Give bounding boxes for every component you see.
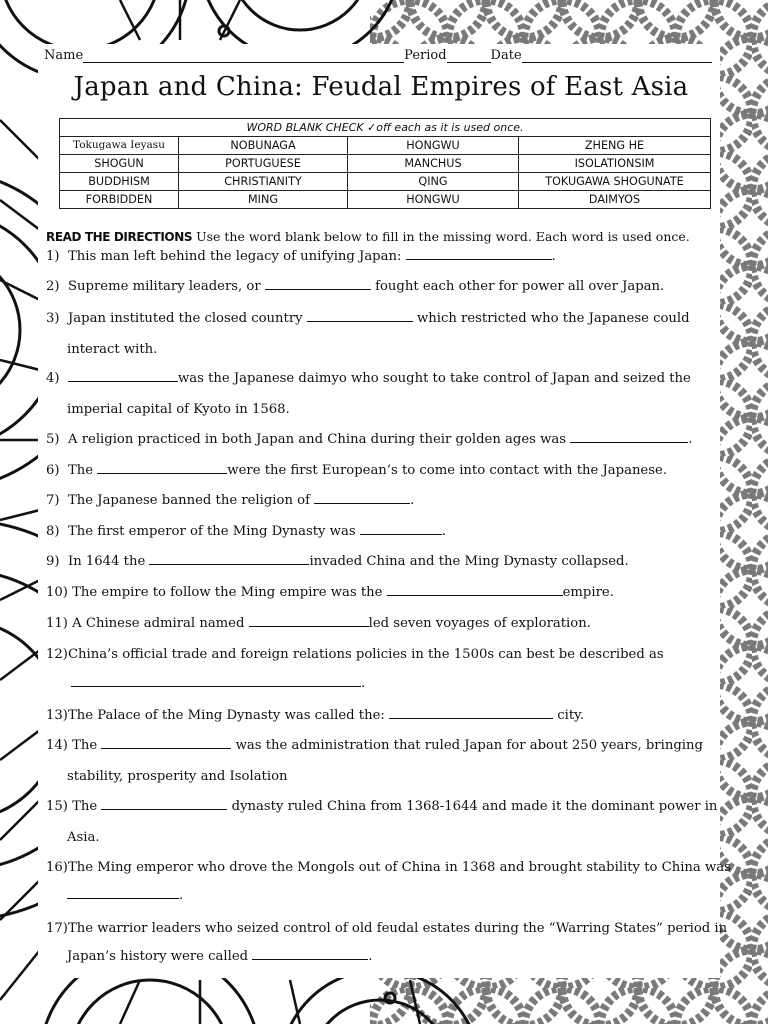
- answer-blank[interactable]: [570, 428, 688, 443]
- period-field[interactable]: [447, 50, 491, 63]
- page-title: Japan and China: Feudal Empires of East Asia: [73, 72, 689, 102]
- answer-blank[interactable]: [97, 459, 227, 474]
- answer-blank[interactable]: [265, 275, 371, 290]
- word-bank-cell: MANCHUS: [348, 155, 519, 173]
- question-text: The: [72, 799, 98, 814]
- word-bank-cell: ISOLATIONSIM: [519, 155, 711, 173]
- period-label: Period: [404, 48, 447, 63]
- answer-blank[interactable]: [68, 367, 178, 382]
- question-number: 11): [46, 616, 68, 631]
- word-bank-cell: DAIMYOS: [519, 191, 711, 209]
- question-text: interact with.: [67, 342, 158, 357]
- answer-blank[interactable]: [387, 581, 563, 596]
- question-text: .: [361, 676, 366, 691]
- word-bank-cell: PORTUGUESE: [179, 155, 348, 173]
- question-4: [46, 364, 691, 394]
- answer-blank[interactable]: [249, 612, 369, 627]
- answer-blank[interactable]: [307, 307, 413, 322]
- answer-blank[interactable]: [71, 672, 361, 687]
- question-number: 14): [46, 738, 68, 753]
- word-bank-cell: SHOGUN: [60, 155, 179, 173]
- question-number: 4): [46, 371, 60, 386]
- question-text: .: [368, 949, 373, 964]
- question-15: [46, 792, 717, 822]
- question-2: [46, 272, 664, 302]
- question-text: The: [72, 738, 98, 753]
- question-text: were the first European’s to come into contact with the Japanese.: [227, 463, 668, 478]
- question-text: imperial capital of Kyoto in 1568.: [67, 402, 290, 417]
- student-info-line: [44, 48, 724, 63]
- question-number: 10): [46, 585, 68, 600]
- question-5: [46, 425, 692, 455]
- question-9: [46, 547, 629, 577]
- word-bank-row: [60, 137, 711, 155]
- question-number: 7): [46, 493, 60, 508]
- question-text: The: [68, 463, 94, 478]
- question-text: .: [688, 432, 693, 447]
- question-text: A Chinese admiral named: [72, 616, 245, 631]
- question-number: 1): [46, 249, 60, 264]
- question-3: [46, 304, 690, 334]
- word-bank-heading: WORD BLANK CHECK ✓off each as it is used once.: [60, 119, 711, 137]
- word-bank-cell: BUDDHISM: [60, 173, 179, 191]
- question-text: was the Japanese daimyo who sought to take control of Japan and seized the: [178, 371, 691, 386]
- question-16: [46, 853, 731, 883]
- question-text: dynasty ruled China from 1368-1644 and made it the dominant power in: [231, 799, 718, 814]
- question-number: 13): [46, 708, 68, 723]
- question-17: [46, 914, 727, 944]
- question-14: [46, 731, 703, 761]
- question-text: The first emperor of the Ming Dynasty was: [68, 524, 356, 539]
- question-number: 5): [46, 432, 60, 447]
- word-bank-cell: TOKUGAWA SHOGUNATE: [519, 173, 711, 191]
- name-label: Name: [44, 48, 84, 63]
- question-text: invaded China and the Ming Dynasty collapsed.: [309, 554, 629, 569]
- word-bank-cell: FORBIDDEN: [60, 191, 179, 209]
- date-field[interactable]: [522, 50, 712, 63]
- question-text: The Ming emperor who drove the Mongols out of China in 1368 and brought stability to China was: [67, 860, 731, 875]
- date-label: Date: [490, 48, 522, 63]
- word-bank-cell: ZHENG HE: [519, 137, 711, 155]
- question-12: [46, 640, 664, 670]
- question-text: .: [441, 524, 447, 539]
- question-text: This man left behind the legacy of unifying Japan:: [68, 249, 402, 264]
- question-text: .: [179, 888, 184, 903]
- question-text: led seven voyages of exploration.: [368, 616, 591, 631]
- question-number: 8): [46, 524, 60, 539]
- question-text: .: [410, 493, 415, 508]
- word-bank-cell: NOBUNAGA: [179, 137, 348, 155]
- word-bank-cell: QING: [348, 173, 519, 191]
- question-11: [46, 609, 591, 639]
- word-bank-cell: HONGWU: [348, 137, 519, 155]
- answer-blank[interactable]: [252, 945, 368, 960]
- question-12-answer-line: [71, 672, 365, 691]
- question-16-answer-line: [67, 884, 183, 903]
- question-text: The empire to follow the Ming empire was the: [72, 585, 383, 600]
- name-field[interactable]: [83, 50, 404, 63]
- answer-blank[interactable]: [406, 245, 552, 260]
- question-number: 15): [46, 799, 68, 814]
- answer-blank[interactable]: [67, 884, 179, 899]
- question-text: A religion practiced in both Japan and China during their golden ages was: [68, 432, 567, 447]
- question-text: Asia.: [67, 830, 100, 845]
- question-text: China’s official trade and foreign relations policies in the 1500s can best be described as: [67, 647, 664, 662]
- word-bank-row: [60, 191, 711, 209]
- word-bank-row: [60, 155, 711, 173]
- word-bank-row: [60, 173, 711, 191]
- word-bank-cell: HONGWU: [348, 191, 519, 209]
- answer-blank[interactable]: [149, 550, 309, 565]
- question-6: [46, 456, 667, 486]
- question-13: [46, 701, 584, 731]
- word-bank-cell: CHRISTIANITY: [179, 173, 348, 191]
- question-text: The Japanese banned the religion of: [68, 493, 310, 508]
- question-text: The Palace of the Ming Dynasty was called the:: [67, 708, 385, 723]
- question-text: In 1644 the: [68, 554, 146, 569]
- directions-label: READ THE DIRECTIONS: [46, 230, 193, 244]
- question-text: .: [551, 249, 556, 264]
- answer-blank[interactable]: [360, 520, 442, 535]
- question-text: stability, prosperity and Isolation: [67, 769, 288, 784]
- question-text: The warrior leaders who seized control of old feudal estates during the “Warring States” period in: [67, 921, 728, 936]
- answer-blank[interactable]: [314, 489, 410, 504]
- question-1: [46, 242, 556, 272]
- answer-blank[interactable]: [389, 704, 553, 719]
- question-text: was the administration that ruled Japan for about 250 years, bringing: [235, 738, 703, 753]
- question-text: fought each other for power all over Japan.: [375, 279, 665, 294]
- question-number: 9): [46, 554, 60, 569]
- answer-blank[interactable]: [101, 734, 231, 749]
- question-number: 2): [46, 279, 60, 294]
- question-text: Japan’s history were called: [67, 949, 249, 964]
- question-number: 3): [46, 311, 60, 326]
- question-text: Supreme military leaders, or: [68, 279, 261, 294]
- word-bank-cell: MING: [179, 191, 348, 209]
- question-number: 6): [46, 463, 60, 478]
- answer-blank[interactable]: [101, 795, 227, 810]
- word-bank-cell: Tokugawa Ieyasu: [60, 137, 179, 155]
- question-10: [46, 578, 614, 608]
- directions-text: Use the word blank below to fill in the missing word. Each word is used once.: [196, 229, 690, 244]
- question-text: empire.: [562, 585, 614, 600]
- question-17-answer-line: [67, 945, 373, 964]
- question-number: 16): [46, 860, 68, 875]
- question-text: city.: [557, 708, 585, 723]
- question-text: Japan instituted the closed country: [68, 311, 303, 326]
- question-7: [46, 486, 414, 516]
- question-number: 17): [46, 921, 68, 936]
- question-number: 12): [46, 647, 68, 662]
- word-bank-table: [59, 118, 711, 209]
- question-text: which restricted who the Japanese could: [416, 311, 690, 326]
- question-8: [46, 517, 446, 547]
